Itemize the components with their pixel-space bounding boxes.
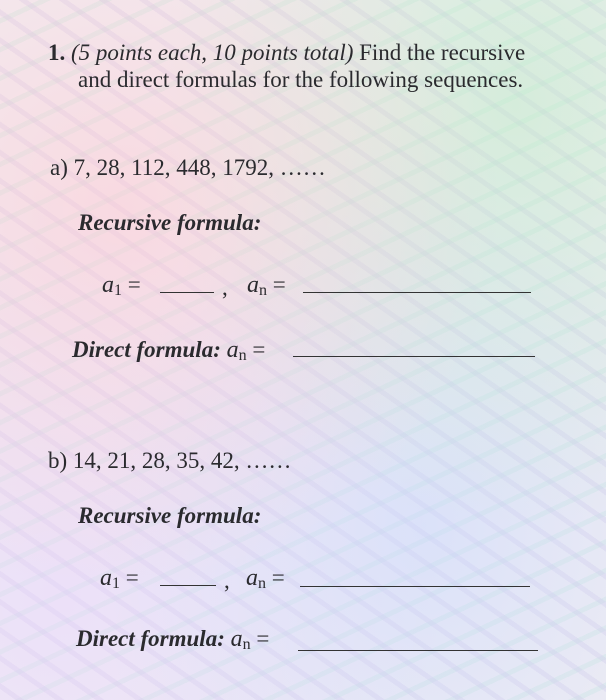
part-a-an-equals: =: [272, 272, 286, 297]
problem-header-line2: [78, 67, 523, 93]
part-b-a1-sub: 1: [112, 575, 120, 592]
problem-number: 1.: [48, 40, 66, 65]
part-b-label: b): [48, 448, 68, 473]
instruction-text-2: and direct formulas for the following sequences.: [78, 67, 524, 92]
points-note: (5 points each, 10 points total): [71, 40, 354, 65]
part-a-recursive-label: Recursive formula:: [78, 210, 262, 235]
part-a-direct-line: [72, 337, 265, 365]
part-b-recursive-label: Recursive formula:: [78, 503, 262, 528]
part-b-an-term: [246, 565, 285, 593]
part-a-an-direct-blank[interactable]: [293, 356, 535, 357]
part-b-a1-var: a: [100, 565, 112, 591]
part-b-a1-term: [100, 565, 139, 593]
part-a-comma: ,: [222, 275, 228, 300]
part-a-a1-equals: =: [127, 272, 141, 297]
problem-header-line1: [48, 40, 525, 66]
part-a-sequence: 7, 28, 112, 448, 1792, ……: [73, 155, 326, 180]
part-b-a1-blank[interactable]: [160, 585, 216, 586]
part-b-an-recursive-blank[interactable]: [300, 586, 530, 587]
part-a-a1-blank[interactable]: [160, 292, 214, 293]
part-a-an-term: [247, 272, 286, 300]
part-b-a1-equals: =: [125, 565, 139, 590]
part-a-direct-an-sub: n: [238, 347, 247, 364]
part-a-sequence-line: [50, 155, 326, 181]
part-b-comma: ,: [224, 568, 230, 593]
part-b-sequence-line: [48, 448, 291, 474]
part-b-sequence: 14, 21, 28, 35, 42, ……: [72, 448, 292, 473]
part-a-a1-sub: 1: [114, 282, 122, 299]
part-a-label: a): [50, 155, 68, 180]
part-a-an-recursive-blank[interactable]: [303, 292, 531, 293]
part-a-a1-term: [102, 272, 141, 300]
part-a-direct-equals: =: [252, 337, 266, 362]
part-a-direct-an-var: a: [226, 337, 239, 363]
part-b-direct-an-sub: n: [242, 636, 251, 653]
part-b-direct-label: Direct formula:: [76, 626, 225, 651]
part-b-an-direct-blank[interactable]: [298, 650, 538, 651]
part-a-an-sub: n: [259, 282, 267, 299]
part-a-an-var: a: [247, 272, 259, 298]
part-b-an-sub: n: [258, 575, 266, 592]
instruction-text-1: Find the recursive: [353, 40, 526, 65]
part-b-direct-line: [76, 626, 269, 654]
part-b-an-var: a: [246, 565, 258, 591]
part-a-a1-var: a: [102, 272, 114, 298]
part-a-direct-label: Direct formula:: [72, 337, 221, 362]
part-b-direct-an-var: a: [230, 626, 243, 652]
part-b-an-equals: =: [271, 565, 285, 590]
part-b-direct-equals: =: [256, 626, 270, 651]
